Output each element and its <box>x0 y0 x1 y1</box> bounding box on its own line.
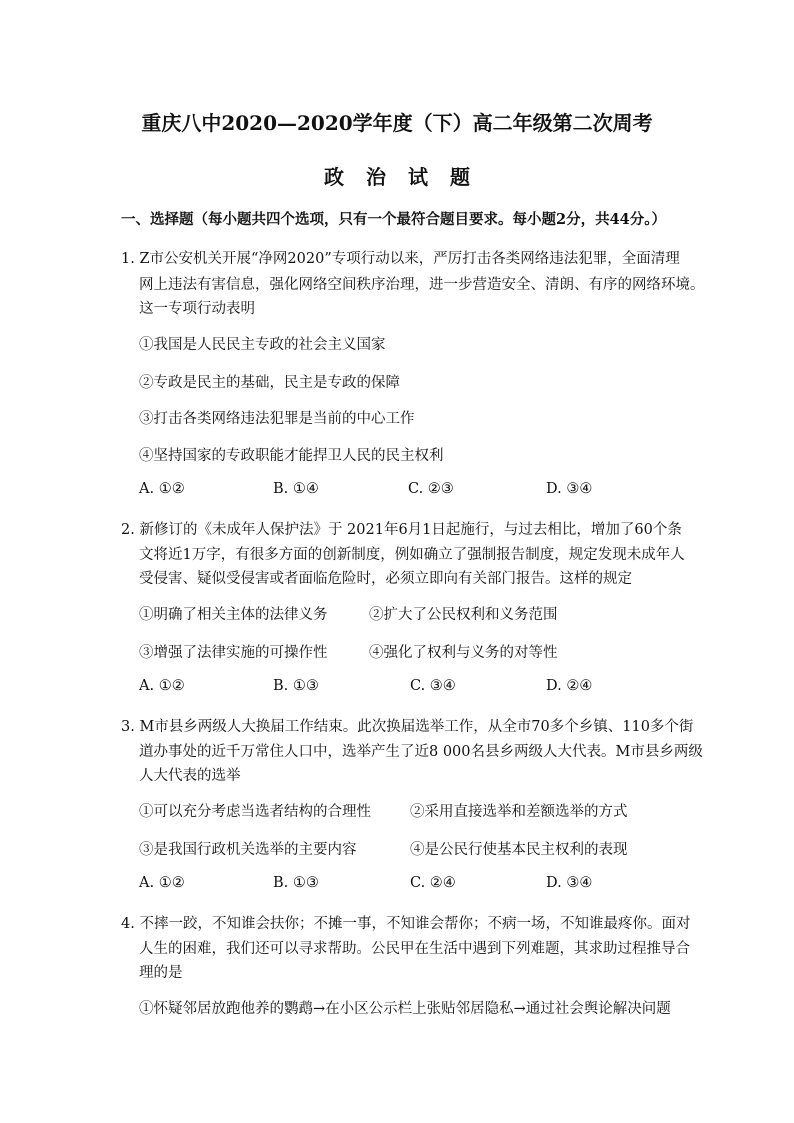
question-4-option-1: ①怀疑邻居放跑他养的鹦鹉→在小区公示栏上张贴邻居隐私→通过社会舆论解决问题 <box>139 1001 671 1017</box>
question-2-choice-a: A. ①② <box>139 678 185 694</box>
question-4-line-3: 理的是 <box>139 965 183 981</box>
question-1-line-2: 网上违法有害信息，强化网络空间秩序治理，进一步营造安全、清朗、有序的网络环境。 <box>139 277 705 293</box>
question-3-option-1: ①可以充分考虑当选者结构的合理性 <box>139 804 371 820</box>
question-1-line-3: 这一专项行动表明 <box>139 301 255 317</box>
question-1-option-1: ①我国是人民民主专政的社会主义国家 <box>139 337 386 353</box>
question-1-line-1: 1. Z市公安机关开展“净网2020”专项行动以来，严厉打击各类网络违法犯罪，全面清理 <box>121 251 680 267</box>
question-1-choice-c: C. ②③ <box>408 481 454 497</box>
question-3-choice-c: C. ②④ <box>410 875 456 891</box>
question-1-option-2: ②专政是民主的基础，民主是专政的保障 <box>139 375 400 391</box>
question-3-choice-d: D. ③④ <box>546 875 593 891</box>
question-4-line-2: 人生的困难，我们还可以寻求帮助。公民甲在生活中遇到下列难题，其求助过程推导合 <box>139 941 690 957</box>
question-2-option-1: ①明确了相关主体的法律义务 <box>139 607 328 623</box>
question-1-choice-a: A. ①② <box>139 481 185 497</box>
question-1-option-4: ④坚持国家的专政职能才能捍卫人民的民主权利 <box>139 448 444 464</box>
question-2-option-4: ④强化了权利与义务的对等性 <box>369 645 558 661</box>
question-3-option-4: ④是公民行使基本民主权利的表现 <box>410 842 628 858</box>
question-2-choice-d: D. ②④ <box>546 678 593 694</box>
question-1-option-3: ③打击各类网络违法犯罪是当前的中心工作 <box>139 411 415 427</box>
page-subtitle: 政治试题 <box>324 165 492 189</box>
question-2-choice-c: C. ③④ <box>410 678 456 694</box>
question-2-choice-b: B. ①③ <box>273 678 319 694</box>
question-2-line-2: 文将近1万字，有很多方面的创新制度，例如确立了强制报告制度，规定发现未成年人 <box>139 547 685 563</box>
question-1-choice-d: D. ③④ <box>546 481 593 497</box>
question-2-option-2: ②扩大了公民权利和义务范围 <box>369 607 558 623</box>
question-3-line-1: 3. M市县乡两级人大换届工作结束。此次换届选举工作，从全市70多个乡镇、110多个街 <box>121 719 694 735</box>
question-1-choice-b: B. ①④ <box>273 481 319 497</box>
question-2-line-1: 2. 新修订的《未成年人保护法》于 2021年6月1日起施行，与过去相比，增加了60个条 <box>121 522 682 538</box>
question-4-line-1: 4. 不摔一跤，不知谁会扶你；不摊一事，不知谁会帮你；不病一场，不知谁最疼你。面对 <box>121 916 691 932</box>
question-2-option-3: ③增强了法律实施的可操作性 <box>139 645 328 661</box>
question-3-choice-b: B. ①③ <box>273 875 319 891</box>
question-3-option-3: ③是我国行政机关选举的主要内容 <box>139 842 357 858</box>
question-3-line-3: 人大代表的选举 <box>139 768 241 784</box>
page-title: 重庆八中2020—2020学年度（下）高二年级第二次周考 <box>141 111 653 135</box>
question-3-choice-a: A. ①② <box>139 875 185 891</box>
question-3-line-2: 道办事处的近千万常住人口中，选举产生了近8 000名县乡两级人大代表。M市县乡两级 <box>139 744 703 760</box>
question-3-option-2: ②采用直接选举和差额选举的方式 <box>410 804 628 820</box>
question-2-line-3: 受侵害、疑似受侵害或者面临危险时，必须立即向有关部门报告。这样的规定 <box>139 571 632 587</box>
section-heading: 一、选择题（每小题共四个选项，只有一个最符合题目要求。每小题2分，共44分。） <box>121 211 667 228</box>
